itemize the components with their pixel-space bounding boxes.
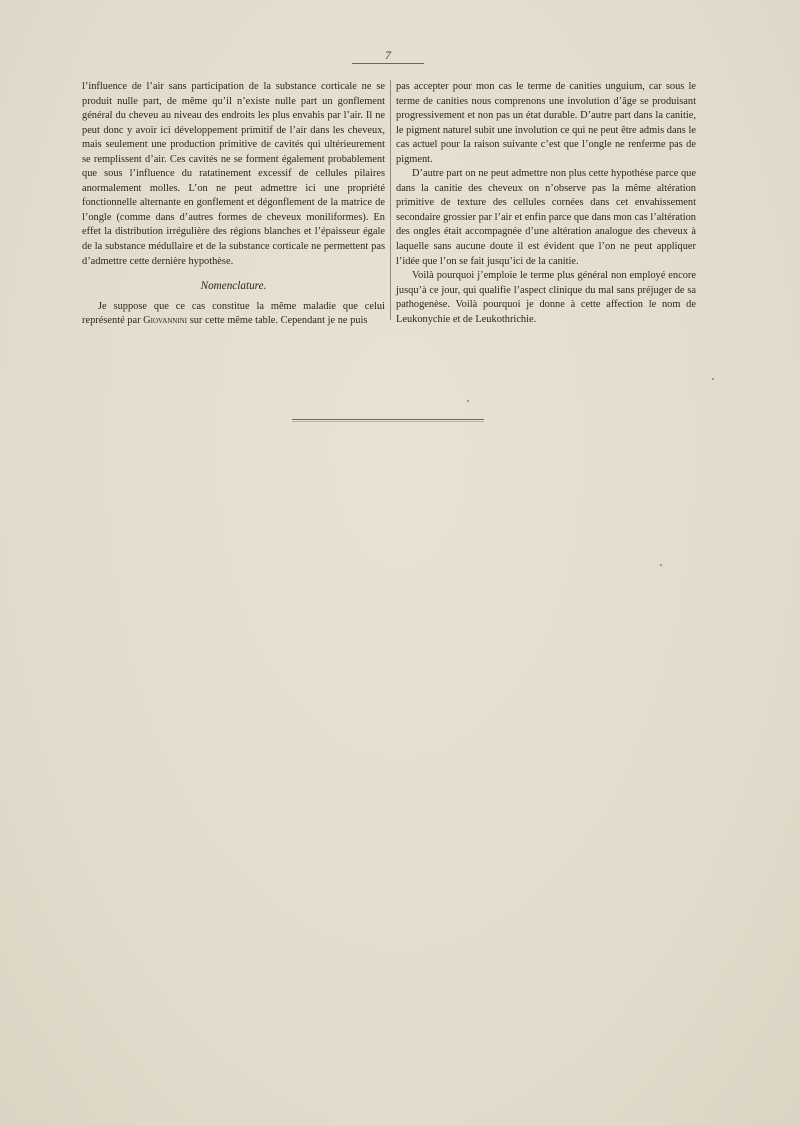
left-paragraph-2 [82,300,385,329]
right-paragraph-3: Voilà pourquoi j’emploie le terme plus général non employé encore jusqu’à ce jour, qui qualifie l’aspect clinique du mal sans préjuger de sa pathogenèse. Voilà pourquoi je donne à cette affection le nom de Leukonychie et de Leukothrichie. [396,270,696,325]
end-rule-shade [292,421,484,422]
paper-speck [660,564,662,566]
right-paragraph-2: D’autre part on ne peut admettre non plus cette hypothèse parce que dans la canitie des cheveux on n’observe pas la même altération primitive de texture des cellules cornées dans cet envahissement secondaire grossier par l’air et enfin parce que dans mon cas l’altération des ongles était accompagnée d’une altération analogue des cheveux à laquelle sans aucune doute il est évident que l’on ne peut appliquer l’idée que l’on se fait jusqu’ici de la canitie. [396,168,696,267]
left-paragraph-1: l’influence de l’air sans participation de la substance corticale ne se produit nulle part, de même qu’il n’existe nulle part un gonflement général du cheveu au niveau des endroits les plus envahis par l’air. Il ne peut donc y avoir ici développement primitif de l’air dans les cheveux, mais seulement une production primitive de cavités qui ultérieurement se remplissent d’air. Ces cavités ne se forment également probablement que sous l’influence du ratatinement excessif de cellules pilaires anormalement molles. L’on ne peut admettre ici une propriété fonctionnelle alternante en gonflement et dégonflement de la matrice de l’ongle (comme dans d’autres formes de cheveux moniliformes). En effet la distribution irrégulière des régions blanches et l’épaisseur égale de la substance médullaire et de la substance corticale ne permettent pas d’admettre cette dernière hypothèse. [82,81,385,267]
right-column [396,80,696,327]
paragraph-2-text-before: Je suppose que ce cas constitue la même maladie que celui représenté par [82,300,385,327]
paper-speck [467,400,469,402]
end-rule [292,419,484,420]
right-paragraph-1: pas accepter pour mon cas le terme de canities unguium, car sous le terme de canities nous comprenons une involution d’âge se produisant progressivement et non pas un état durable. D’autre part dans la canitie, le pigment naturel subit une involution ce qui ne peut être admis dans le cas actuel pour la raison suivante c’est que l’ongle ne renferme pas de pigment. [396,81,696,165]
paragraph-2-text-after: sur cette même table. Cependant je ne puis [187,315,368,327]
page-number-rule [352,63,424,64]
column-divider [390,80,391,320]
author-name: Giovannini [143,315,188,327]
section-heading: Nomenclature. [200,280,267,293]
paper-speck [712,378,714,380]
page-number: 7 [385,48,391,62]
left-column [82,80,385,329]
